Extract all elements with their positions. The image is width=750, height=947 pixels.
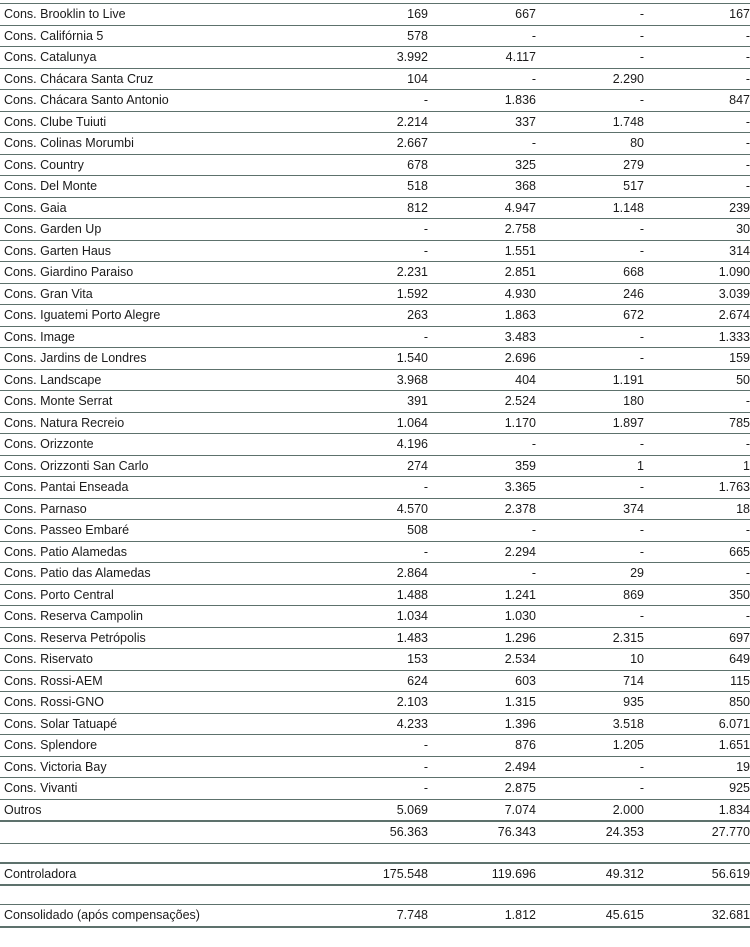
row-value-4: - [745, 394, 750, 409]
row-value-1: 4.570 [396, 501, 428, 516]
row-value-1: - [423, 329, 428, 344]
table-row [0, 218, 750, 240]
row-label: Cons. Landscape [4, 372, 102, 387]
row-value-4: 239 [729, 200, 750, 215]
row-value-2: 2.696 [504, 351, 536, 366]
table-row [0, 3, 750, 25]
table-row [0, 476, 750, 498]
row-value-2: - [531, 71, 536, 86]
row-value-3: 1.897 [612, 415, 644, 430]
row-value-2: 667 [515, 7, 536, 22]
row-label: Cons. Del Monte [4, 179, 98, 194]
row-value-4: - [745, 50, 750, 65]
row-value-4: - [745, 71, 750, 86]
row-value-4: 6.071 [718, 716, 750, 731]
row-value-1: 1.540 [396, 351, 428, 366]
table-body [0, 3, 750, 820]
row-value-2: 1.296 [504, 630, 536, 645]
controladora-value-4: 56.619 [711, 866, 750, 881]
table-row [0, 132, 750, 154]
row-value-1: 274 [407, 458, 428, 473]
row-label: Cons. Monte Serrat [4, 394, 113, 409]
row-value-4: 1 [743, 458, 750, 473]
row-value-3: - [639, 222, 644, 237]
row-value-4: - [745, 437, 750, 452]
row-value-1: 624 [407, 673, 428, 688]
consolidado-value-1: 7.748 [396, 908, 428, 923]
row-divider [0, 843, 750, 862]
row-value-2: 2.875 [504, 781, 536, 796]
row-value-3: - [639, 351, 644, 366]
table-row [0, 304, 750, 326]
row-label: Cons. Jardins de Londres [4, 351, 147, 366]
consolidado-value-3: 45.615 [605, 908, 644, 923]
row-value-2: 1.030 [504, 609, 536, 624]
row-value-1: 3.992 [396, 50, 428, 65]
row-value-1: 4.196 [396, 437, 428, 452]
row-value-4: 314 [729, 243, 750, 258]
row-label: Cons. Gaia [4, 200, 67, 215]
row-label: Cons. Riservato [4, 652, 93, 667]
row-label: Outros [4, 802, 42, 817]
row-value-2: 1.551 [504, 243, 536, 258]
row-label: Cons. Iguatemi Porto Alegre [4, 308, 161, 323]
row-value-3: - [639, 781, 644, 796]
row-value-1: 1.034 [396, 609, 428, 624]
row-value-1: 169 [407, 7, 428, 22]
row-label: Cons. Porto Central [4, 587, 114, 602]
row-value-2: 2.524 [504, 394, 536, 409]
table-row [0, 326, 750, 348]
row-value-1: 518 [407, 179, 428, 194]
table-row [0, 562, 750, 584]
row-value-1: - [423, 93, 428, 108]
row-value-3: - [639, 437, 644, 452]
row-divider [0, 884, 750, 904]
row-label: Cons. Country [4, 157, 84, 172]
row-value-2: 3.365 [504, 480, 536, 495]
controladora-row [0, 862, 750, 885]
consolidado-value-2: 1.812 [504, 908, 536, 923]
table-row [0, 240, 750, 262]
row-value-1: 104 [407, 71, 428, 86]
row-value-3: 246 [623, 286, 644, 301]
row-value-3: 1.205 [612, 738, 644, 753]
row-value-1: 2.103 [396, 695, 428, 710]
row-value-2: 1.836 [504, 93, 536, 108]
row-value-4: 50 [736, 372, 750, 387]
row-value-4: - [745, 157, 750, 172]
row-value-2: 359 [515, 458, 536, 473]
row-value-2: 404 [515, 372, 536, 387]
row-value-3: 935 [623, 695, 644, 710]
row-value-2: 2.494 [504, 759, 536, 774]
row-label: Cons. Chácara Santa Cruz [4, 71, 154, 86]
row-value-4: 850 [729, 695, 750, 710]
row-value-3: 1.748 [612, 114, 644, 129]
row-label: Cons. Solar Tatuapé [4, 716, 118, 731]
row-value-2: 2.534 [504, 652, 536, 667]
row-value-4: 649 [729, 652, 750, 667]
row-value-2: - [531, 136, 536, 151]
table-row [0, 777, 750, 799]
consolidado-label: Consolidado (após compensações) [4, 908, 200, 923]
row-value-4: - [745, 179, 750, 194]
row-value-2: 876 [515, 738, 536, 753]
row-value-3: - [639, 93, 644, 108]
subtotal-value-1: 56.363 [389, 825, 428, 840]
table-row [0, 455, 750, 477]
row-value-3: 2.000 [612, 802, 644, 817]
row-value-3: - [639, 759, 644, 774]
row-value-4: 665 [729, 544, 750, 559]
row-value-1: 3.968 [396, 372, 428, 387]
row-value-3: - [639, 28, 644, 43]
row-value-1: - [423, 544, 428, 559]
row-value-1: 2.864 [396, 566, 428, 581]
row-label: Cons. Patio Alamedas [4, 544, 127, 559]
row-label: Cons. Orizzonte [4, 437, 94, 452]
table-row [0, 197, 750, 219]
row-value-4: - [745, 609, 750, 624]
row-value-4: 1.090 [718, 265, 750, 280]
row-label: Cons. Image [4, 329, 75, 344]
subtotal-value-2: 76.343 [497, 825, 536, 840]
row-label: Cons. Giardino Paraiso [4, 265, 134, 280]
row-value-3: 1.191 [612, 372, 644, 387]
row-value-2: 2.378 [504, 501, 536, 516]
row-value-4: 30 [736, 222, 750, 237]
row-label: Cons. Rossi-GNO [4, 695, 105, 710]
row-label: Cons. Patio das Alamedas [4, 566, 151, 581]
row-value-4: 1.834 [718, 802, 750, 817]
row-value-1: 263 [407, 308, 428, 323]
row-label: Cons. Brooklin to Live [4, 7, 126, 22]
table-row [0, 670, 750, 692]
table-row [0, 412, 750, 434]
row-label: Cons. Victoria Bay [4, 759, 107, 774]
row-value-1: 812 [407, 200, 428, 215]
row-value-3: - [639, 609, 644, 624]
row-value-4: 19 [736, 759, 750, 774]
row-value-1: 1.064 [396, 415, 428, 430]
row-value-4: 18 [736, 501, 750, 516]
row-value-1: - [423, 759, 428, 774]
row-label: Cons. Reserva Petrópolis [4, 630, 146, 645]
row-value-2: 4.930 [504, 286, 536, 301]
row-value-2: 3.483 [504, 329, 536, 344]
table-row [0, 261, 750, 283]
table-row [0, 68, 750, 90]
row-label: Cons. Garten Haus [4, 243, 111, 258]
table-row [0, 541, 750, 563]
row-value-4: 925 [729, 781, 750, 796]
row-value-4: - [745, 28, 750, 43]
row-value-1: 153 [407, 652, 428, 667]
controladora-value-1: 175.548 [382, 866, 428, 881]
row-label: Cons. Splendore [4, 738, 98, 753]
row-value-1: - [423, 781, 428, 796]
row-value-2: 1.315 [504, 695, 536, 710]
row-value-1: - [423, 222, 428, 237]
row-value-1: 1.483 [396, 630, 428, 645]
row-value-4: 1.651 [718, 738, 750, 753]
row-label: Cons. Garden Up [4, 222, 102, 237]
row-label: Cons. Vivanti [4, 781, 78, 796]
row-value-4: 785 [729, 415, 750, 430]
row-value-3: 10 [630, 652, 644, 667]
row-value-3: 869 [623, 587, 644, 602]
row-value-1: 578 [407, 28, 428, 43]
row-value-3: 2.290 [612, 71, 644, 86]
subtotal-row [0, 820, 750, 843]
row-value-1: 508 [407, 523, 428, 538]
consolidado-row [0, 904, 750, 928]
row-value-4: 1.763 [718, 480, 750, 495]
subtotal-value-4: 27.770 [711, 825, 750, 840]
row-value-3: 1 [637, 458, 644, 473]
row-value-1: 1.488 [396, 587, 428, 602]
row-label: Cons. Natura Recreio [4, 415, 125, 430]
row-value-2: 337 [515, 114, 536, 129]
row-value-2: - [531, 28, 536, 43]
table-row [0, 691, 750, 713]
row-value-3: 517 [623, 179, 644, 194]
controladora-value-3: 49.312 [605, 866, 644, 881]
table-row [0, 799, 750, 821]
controladora-value-2: 119.696 [491, 866, 536, 881]
row-label: Cons. Chácara Santo Antonio [4, 93, 169, 108]
table-row [0, 648, 750, 670]
row-value-3: - [639, 329, 644, 344]
row-value-1: 2.214 [396, 114, 428, 129]
row-value-2: 7.074 [504, 802, 536, 817]
row-value-4: 115 [730, 673, 750, 688]
row-value-2: 325 [515, 157, 536, 172]
row-value-4: 1.333 [718, 329, 750, 344]
table-row [0, 627, 750, 649]
row-value-1: - [423, 243, 428, 258]
row-value-2: - [531, 437, 536, 452]
table-row [0, 89, 750, 111]
row-value-4: - [745, 114, 750, 129]
consolidado-value-4: 32.681 [711, 908, 750, 923]
row-value-4: - [745, 136, 750, 151]
row-value-4: 847 [729, 93, 750, 108]
row-value-1: 391 [407, 394, 428, 409]
row-value-1: 678 [407, 157, 428, 172]
row-value-4: - [745, 523, 750, 538]
row-label: Cons. Gran Vita [4, 286, 93, 301]
row-value-3: - [639, 7, 644, 22]
row-label: Cons. Catalunya [4, 50, 97, 65]
row-value-2: - [531, 566, 536, 581]
row-value-3: 3.518 [612, 716, 644, 731]
controladora-label: Controladora [4, 866, 77, 881]
table-row [0, 498, 750, 520]
row-value-2: 2.758 [504, 222, 536, 237]
row-label: Cons. Clube Tuiuti [4, 114, 107, 129]
row-value-3: 672 [623, 308, 644, 323]
row-value-1: 5.069 [396, 802, 428, 817]
table-row [0, 283, 750, 305]
row-value-2: 2.294 [504, 544, 536, 559]
row-label: Cons. Orizzonti San Carlo [4, 458, 149, 473]
row-value-2: 1.241 [504, 587, 536, 602]
row-label: Cons. Reserva Campolin [4, 609, 143, 624]
table-row [0, 519, 750, 541]
table-row [0, 713, 750, 735]
row-label: Cons. Passeo Embaré [4, 523, 130, 538]
row-label: Cons. Califórnia 5 [4, 28, 104, 43]
table-row [0, 347, 750, 369]
row-value-3: 1.148 [612, 200, 644, 215]
row-value-3: 714 [623, 673, 644, 688]
table-row [0, 390, 750, 412]
row-value-3: - [639, 544, 644, 559]
row-value-3: - [639, 480, 644, 495]
row-value-3: 180 [623, 394, 644, 409]
row-value-1: 2.231 [396, 265, 428, 280]
row-value-2: 1.863 [504, 308, 536, 323]
row-value-4: 3.039 [718, 286, 750, 301]
row-value-1: - [423, 480, 428, 495]
row-value-1: - [423, 738, 428, 753]
row-value-3: 80 [630, 136, 644, 151]
row-value-2: 603 [515, 673, 536, 688]
row-value-2: 2.851 [504, 265, 536, 280]
row-value-1: 2.667 [396, 136, 428, 151]
row-value-4: 350 [729, 587, 750, 602]
table-row [0, 175, 750, 197]
table-row [0, 734, 750, 756]
row-value-2: 4.117 [505, 50, 536, 65]
table-row [0, 433, 750, 455]
table-row [0, 756, 750, 778]
row-value-2: 1.170 [504, 415, 536, 430]
row-value-1: 4.233 [396, 716, 428, 731]
table-row [0, 25, 750, 47]
row-label: Cons. Colinas Morumbi [4, 136, 134, 151]
row-value-3: - [639, 243, 644, 258]
row-value-1: 1.592 [396, 286, 428, 301]
table-row [0, 584, 750, 606]
row-value-4: 2.674 [718, 308, 750, 323]
row-value-2: 4.947 [504, 200, 536, 215]
row-label: Cons. Pantai Enseada [4, 480, 129, 495]
row-value-3: 374 [623, 501, 644, 516]
table-row [0, 605, 750, 627]
row-value-3: 29 [630, 566, 644, 581]
table-row [0, 154, 750, 176]
row-value-4: 697 [729, 630, 750, 645]
table-row [0, 111, 750, 133]
row-value-4: - [745, 566, 750, 581]
row-value-3: 279 [623, 157, 644, 172]
row-value-3: 2.315 [612, 630, 644, 645]
row-label: Cons. Rossi-AEM [4, 673, 103, 688]
row-label: Cons. Parnaso [4, 501, 87, 516]
row-value-3: - [639, 523, 644, 538]
table-row [0, 369, 750, 391]
row-value-3: - [639, 50, 644, 65]
row-value-3: 668 [623, 265, 644, 280]
row-value-4: 159 [729, 351, 750, 366]
table-row [0, 46, 750, 68]
row-value-2: - [531, 523, 536, 538]
row-value-2: 368 [515, 179, 536, 194]
subtotal-value-3: 24.353 [605, 825, 644, 840]
row-value-2: 1.396 [504, 716, 536, 731]
row-value-4: 167 [729, 7, 750, 22]
